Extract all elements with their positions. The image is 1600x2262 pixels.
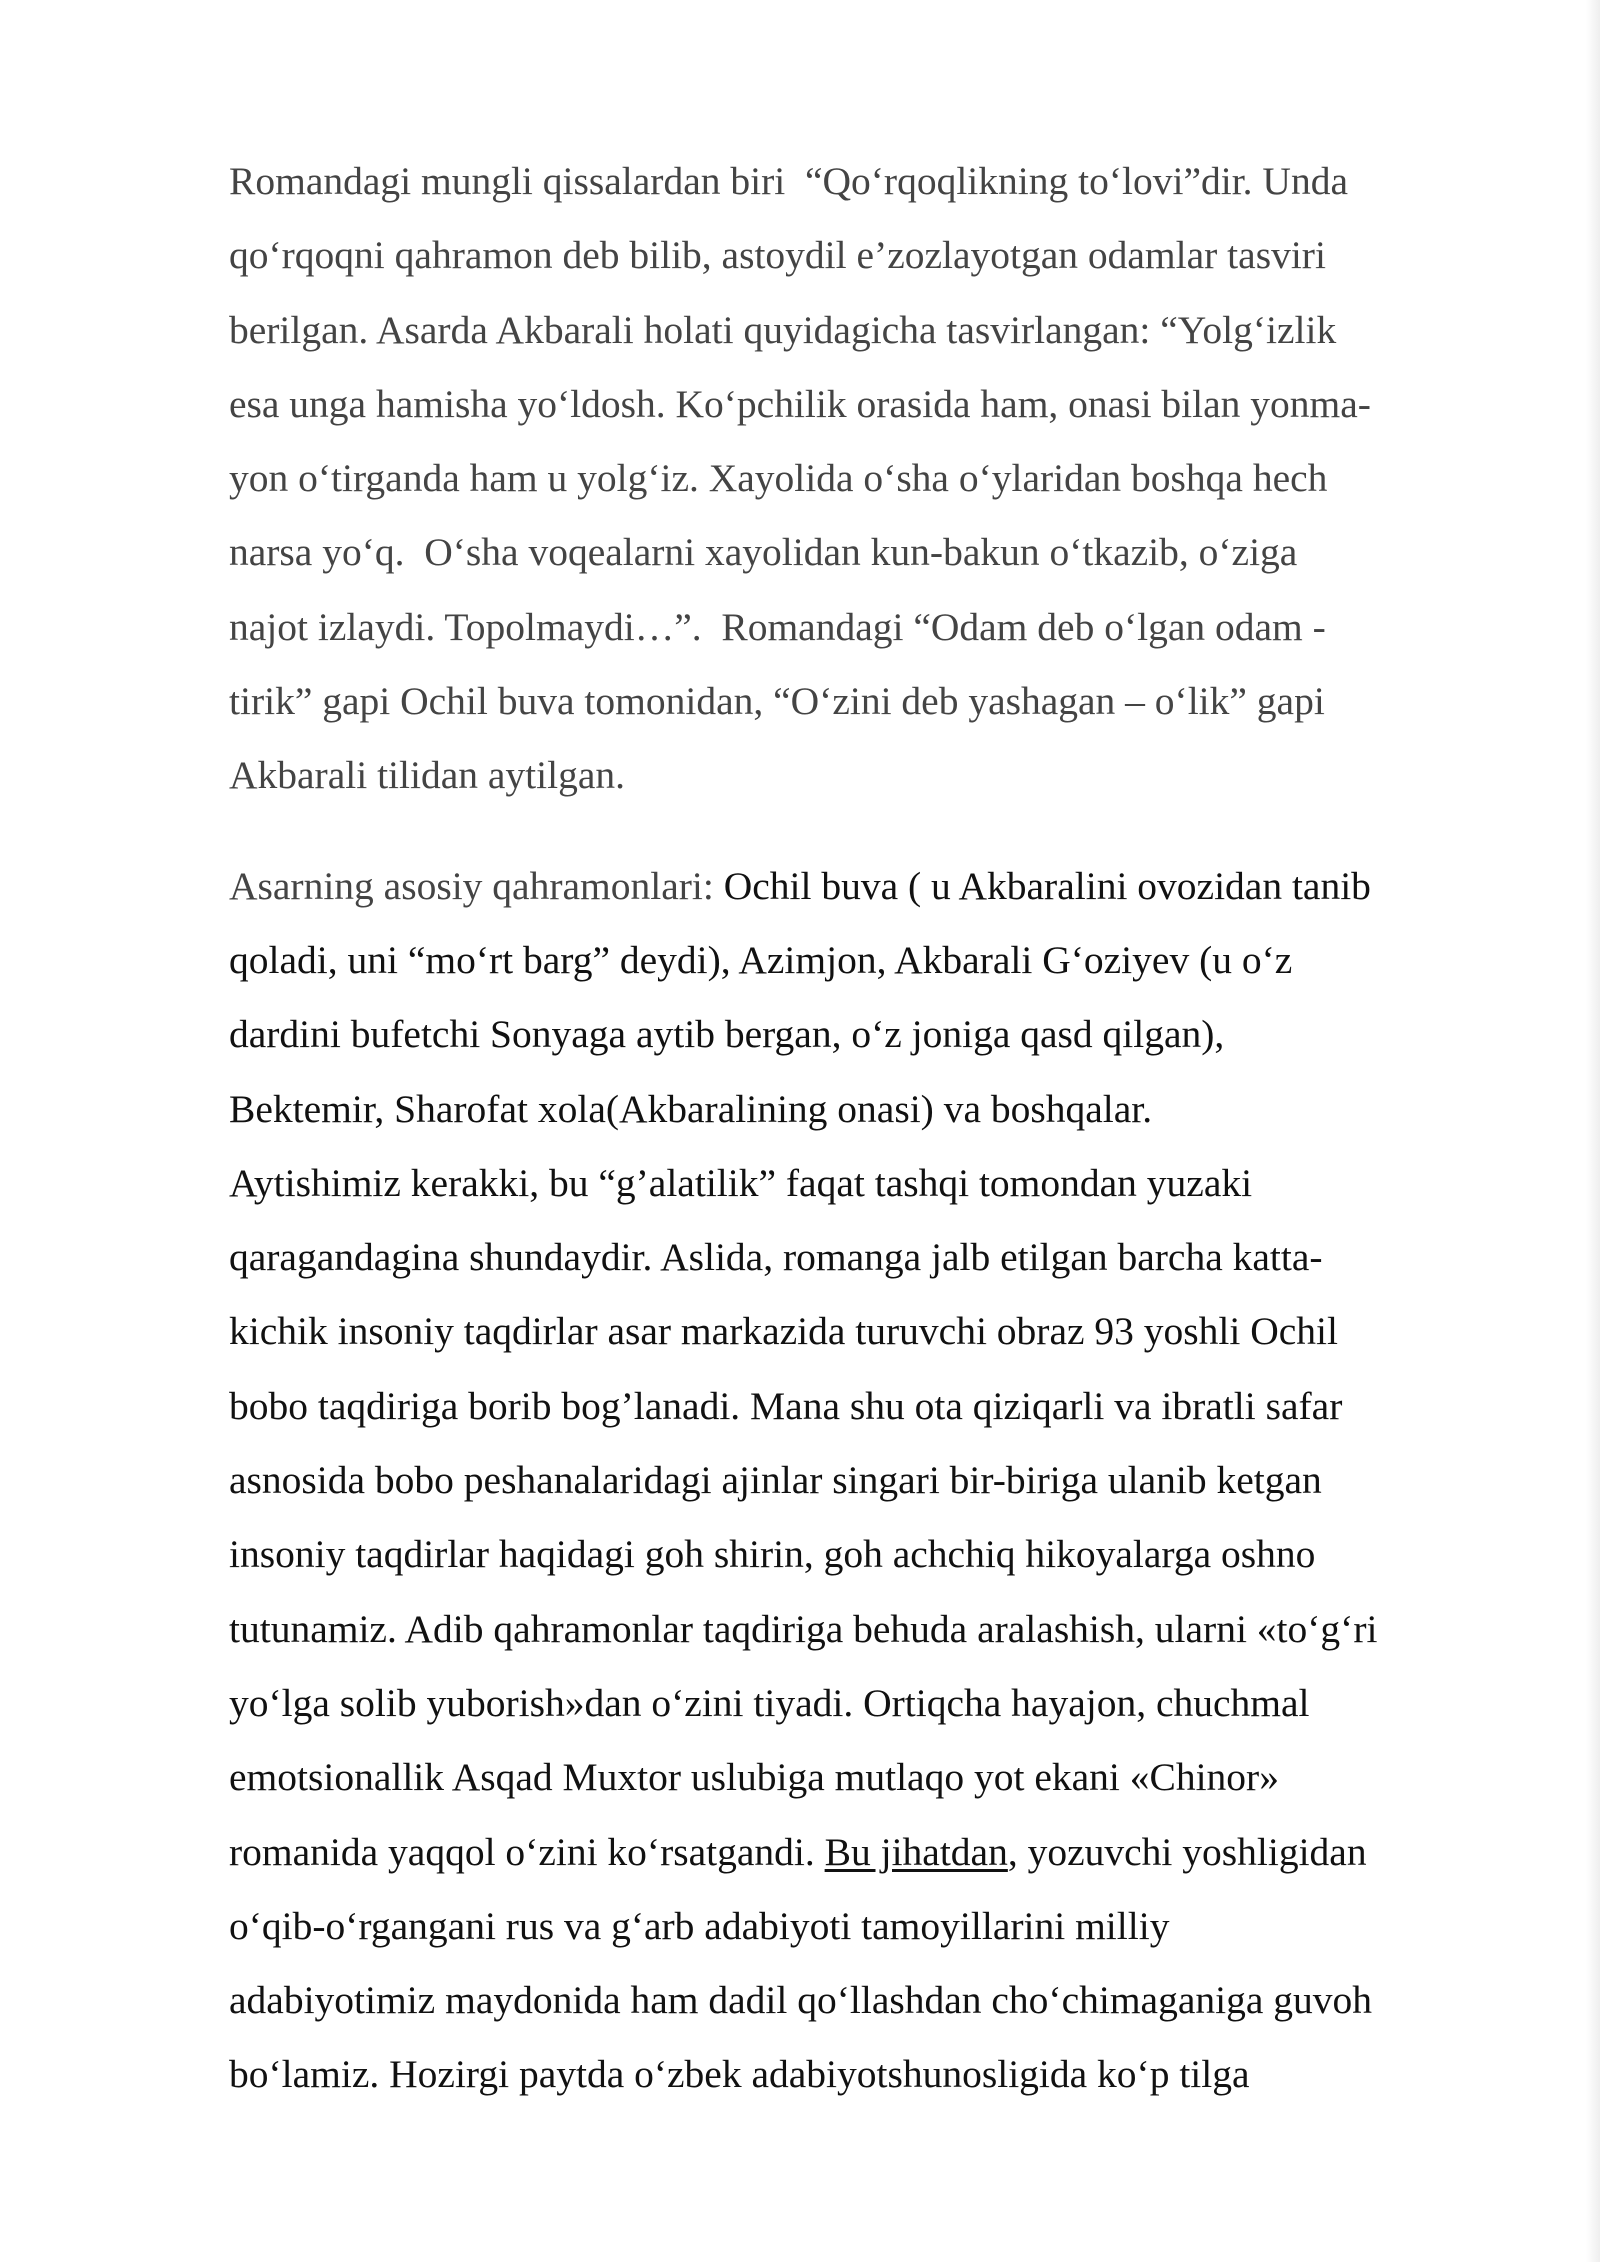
paragraph-1-line: qo‘rqoqni qahramon deb bilib, astoydil e’zozlayotgan odamlar tasviri bbox=[229, 233, 1326, 278]
page-edge-shadow bbox=[1586, 0, 1600, 2262]
paragraph-1-line: narsa yo‘q. O‘sha voqealarni xayolidan kun-bakun o‘tkazib, o‘ziga bbox=[229, 530, 1298, 575]
paragraph-2-line: tutunamiz. Adib qahramonlar taqdiriga behuda aralashish, ularni «to‘g‘ri bbox=[229, 1606, 1378, 1651]
paragraph-1-line: berilgan. Asarda Akbarali holati quyidagicha tasvirlangan: “Yolg‘izlik bbox=[229, 307, 1337, 352]
characters-heading: Asarning asosiy qahramonlari: bbox=[229, 863, 724, 908]
paragraph-2-line: Aytishimiz kerakki, bu “g’alatilik” faqat tashqi tomondan yuzaki bbox=[229, 1160, 1253, 1205]
paragraph-1-line: Romandagi mungli qissalardan biri “Qo‘rqoqlikning to‘lovi”dir. Unda bbox=[229, 159, 1348, 203]
paragraph-2-line: insoniy taqdirlar haqidagi goh shirin, goh achchiq hikoyalarga oshno bbox=[229, 1532, 1316, 1577]
line-text-before: romanida yaqqol o‘zini ko‘rsatgandi. bbox=[229, 1829, 825, 1874]
paragraph-1-line: esa unga hamisha yo‘ldosh. Ko‘pchilik orasida ham, onasi bilan yonma- bbox=[229, 381, 1371, 426]
paragraph-2-line: o‘qib-o‘rgangani rus va g‘arb adabiyoti tamoyillarini milliy bbox=[229, 1903, 1170, 1948]
paragraph-2-first-line bbox=[229, 855, 1519, 929]
characters-list-start: Ochil buva ( u Akbaralini ovozidan tanib bbox=[723, 863, 1371, 908]
paragraph-2 bbox=[229, 855, 1519, 2118]
paragraph-2-line: dardini bufetchi Sonyaga aytib bergan, o‘z joniga qasd qilgan), bbox=[229, 1012, 1225, 1057]
paragraph-2-line: qaragandagina shundaydir. Aslida, romanga jalb etilgan barcha katta- bbox=[229, 1235, 1323, 1280]
paragraph-spacer bbox=[229, 819, 1519, 855]
paragraph-2-line: yo‘lga solib yuborish»dan o‘zini tiyadi. Ortiqcha hayajon, chuchmal bbox=[229, 1680, 1310, 1725]
paragraph-2-line: kichik insoniy taqdirlar asar markazida turuvchi obraz 93 yoshli Ochil bbox=[229, 1309, 1338, 1354]
paragraph-2-line: Bektemir, Sharofat xola(Akbaralining onasi) va boshqalar. bbox=[229, 1086, 1153, 1131]
paragraph-2-line: emotsionallik Asqad Muxtor uslubiga mutlaqo yot ekani «Chinor» bbox=[229, 1755, 1279, 1800]
paragraph-1-line: yon o‘tirganda ham u yolg‘iz. Xayolida o‘sha o‘ylaridan boshqa hech bbox=[229, 456, 1328, 501]
paragraph-2-line: adabiyotimiz maydonida ham dadil qo‘llashdan cho‘chimaganiga guvoh bbox=[229, 1978, 1372, 2023]
paragraph-1-line: tirik” gapi Ochil buva tomonidan, “O‘zini deb yashagan – o‘lik” gapi bbox=[229, 679, 1325, 724]
paragraph-2-line: qoladi, uni “mo‘rt barg” deydi), Azimjon, Akbarali G‘oziyev (u o‘z bbox=[229, 937, 1293, 982]
paragraph-2-line: bobo taqdiriga borib bog’lanadi. Mana shu ota qiziqarli va ibratli safar bbox=[229, 1383, 1343, 1428]
paragraph-1-line: Akbarali tilidan aytilgan. bbox=[229, 753, 625, 798]
underlined-phrase: Bu jihatdan bbox=[824, 1829, 1008, 1874]
paragraph-1 bbox=[229, 150, 1519, 819]
paragraph-2-underlined-line bbox=[229, 1821, 1519, 1895]
document-body bbox=[229, 150, 1519, 2118]
paragraph-1-line: najot izlaydi. Topolmaydi…”. Romandagi “Odam deb o‘lgan odam - bbox=[229, 604, 1326, 649]
paragraph-2-line: asnosida bobo peshanalaridagi ajinlar singari bir-biriga ulanib ketgan bbox=[229, 1458, 1322, 1503]
paragraph-2-line: bo‘lamiz. Hozirgi paytda o‘zbek adabiyotshunosligida ko‘p tilga bbox=[229, 2052, 1250, 2097]
line-text-after: , yozuvchi yoshligidan bbox=[1007, 1829, 1367, 1874]
